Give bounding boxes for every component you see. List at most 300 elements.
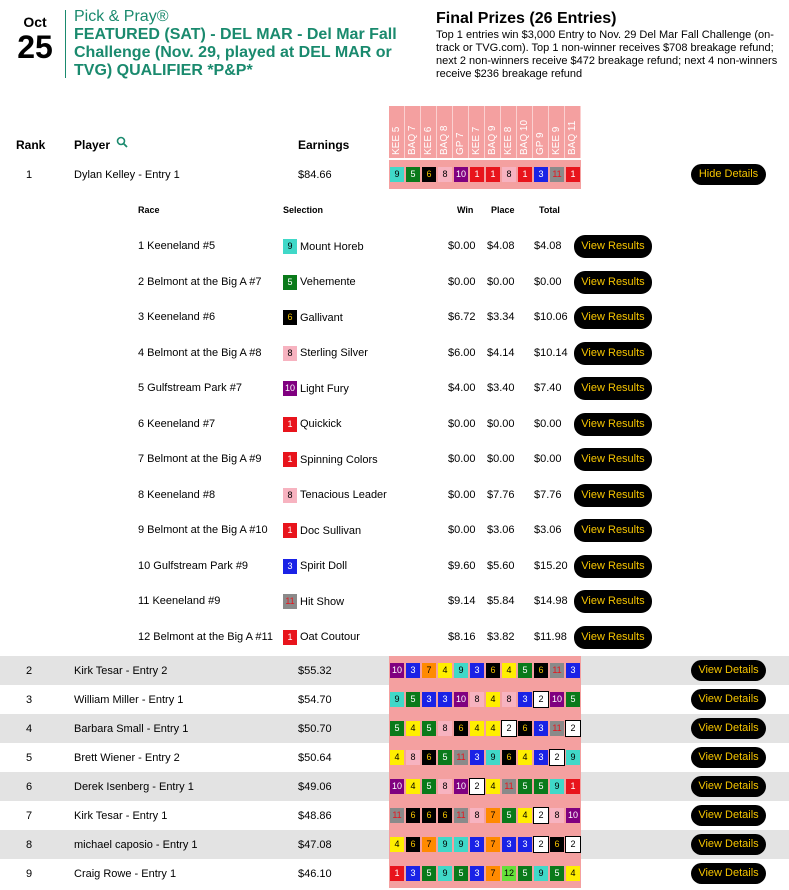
saddle-cloth-3: 3 [422, 692, 436, 707]
saddle-cloth-1: 1 [566, 167, 580, 182]
saddle-cloth-3: 3 [470, 663, 484, 678]
race-column-header [421, 106, 437, 158]
selection [283, 594, 344, 609]
saddle-cloth-8: 8 [502, 167, 516, 182]
table-row [0, 160, 789, 189]
saddle-cloth-4: 4 [486, 779, 500, 794]
picks-strip [389, 714, 581, 743]
table-row [0, 656, 789, 685]
total-amount: $11.98 [534, 630, 567, 643]
saddle-cloth-5: 5 [566, 692, 580, 707]
saddle-cloth-5: 5 [406, 167, 420, 182]
contest-brand: Pick & Pray® [74, 8, 169, 25]
saddle-cloth-8: 8 [550, 808, 564, 823]
earnings-cell: $50.64 [298, 752, 332, 764]
race-name: 2 Belmont at the Big A #7 [138, 275, 262, 288]
horse-name: Gallivant [300, 311, 343, 324]
details-row [0, 265, 789, 300]
saddle-cloth-9: 9 [438, 837, 452, 852]
saddle-cloth-9: 9 [566, 750, 580, 765]
saddle-cloth-11: 11 [283, 594, 297, 609]
saddle-cloth-5: 5 [454, 866, 468, 881]
race-name: 6 Keeneland #7 [138, 417, 216, 430]
saddle-cloth-8: 8 [438, 721, 452, 736]
rank-cell: 7 [26, 810, 33, 822]
saddle-cloth-3: 3 [534, 721, 548, 736]
saddle-cloth-8: 8 [283, 346, 297, 361]
place-amount: $5.60 [487, 559, 515, 572]
details-row [0, 513, 789, 548]
saddle-cloth-11: 11 [454, 750, 468, 765]
rank-cell: 3 [26, 694, 33, 706]
picks-strip [389, 656, 581, 685]
selection [283, 452, 378, 467]
picks-strip [389, 743, 581, 772]
race-name: 5 Gulfstream Park #7 [138, 382, 242, 394]
win-amount: $0.00 [448, 524, 476, 536]
saddle-cloth-5: 5 [518, 663, 532, 678]
place-amount: $0.00 [487, 417, 515, 430]
saddle-cloth-7: 7 [486, 837, 500, 852]
saddle-cloth-11: 11 [390, 808, 404, 823]
saddle-cloth-4: 4 [518, 750, 532, 765]
race-column-header [453, 106, 469, 158]
race-column-label: BAQ 9 [487, 125, 498, 155]
saddle-cloth-6: 6 [502, 750, 516, 765]
horse-name: Spinning Colors [300, 453, 378, 466]
saddle-cloth-7: 7 [422, 663, 436, 678]
player-cell: Dylan Kelley - Entry 1 [74, 169, 180, 181]
table-row [0, 801, 789, 830]
saddle-cloth-9: 9 [390, 692, 404, 707]
race-column-label: GP 9 [535, 132, 546, 155]
saddle-cloth-1: 1 [486, 167, 500, 182]
saddle-cloth-8: 8 [438, 779, 452, 794]
earnings-cell: $48.86 [298, 810, 332, 822]
horse-name: Vehemente [300, 276, 356, 288]
race-name: 1 Keeneland #5 [138, 240, 216, 252]
saddle-cloth-6: 6 [406, 837, 420, 852]
saddle-cloth-9: 9 [534, 866, 548, 881]
saddle-cloth-11: 11 [454, 808, 468, 823]
saddle-cloth-6: 6 [422, 808, 436, 823]
saddle-cloth-5: 5 [422, 721, 436, 736]
saddle-cloth-3: 3 [534, 167, 548, 182]
saddle-cloth-1: 1 [470, 167, 484, 182]
saddle-cloth-6: 6 [422, 167, 436, 182]
saddle-cloth-9: 9 [454, 663, 468, 678]
total-amount: $0.00 [534, 275, 562, 288]
view-details-button[interactable]: View Details [691, 776, 766, 797]
saddle-cloth-2: 2 [550, 750, 564, 765]
saddle-cloth-5: 5 [422, 866, 436, 881]
saddle-cloth-4: 4 [390, 837, 404, 852]
selection [283, 346, 368, 361]
race-name: 3 Keeneland #6 [138, 311, 216, 323]
saddle-cloth-1: 1 [283, 523, 297, 538]
saddle-cloth-3: 3 [470, 750, 484, 765]
selection [283, 559, 347, 574]
race-column-header [437, 106, 453, 158]
saddle-cloth-2: 2 [534, 808, 548, 823]
saddle-cloth-10: 10 [454, 167, 468, 182]
view-results-button[interactable]: View Results [574, 306, 652, 329]
win-amount: $9.14 [448, 595, 476, 607]
total-amount: $10.06 [534, 311, 568, 323]
saddle-cloth-5: 5 [518, 866, 532, 881]
saddle-cloth-8: 8 [470, 808, 484, 823]
saddle-cloth-3: 3 [470, 866, 484, 881]
rank-cell: 5 [26, 752, 33, 764]
selection [283, 417, 342, 432]
horse-name: Quickick [300, 418, 342, 430]
horse-name: Tenacious Leader [300, 489, 387, 501]
race-column-label: BAQ 7 [407, 125, 418, 155]
saddle-cloth-5: 5 [502, 808, 516, 823]
total-amount: $14.98 [534, 595, 568, 607]
saddle-cloth-1: 1 [283, 417, 297, 432]
earnings-cell: $54.70 [298, 694, 332, 706]
saddle-cloth-2: 2 [534, 837, 548, 852]
saddle-cloth-5: 5 [550, 866, 564, 881]
total-amount: $15.20 [534, 559, 568, 572]
saddle-cloth-11: 11 [550, 663, 564, 678]
place-amount: $7.76 [487, 488, 515, 501]
win-amount: $0.00 [448, 275, 476, 288]
saddle-cloth-4: 4 [518, 808, 532, 823]
race-column-header [469, 106, 485, 158]
saddle-cloth-5: 5 [438, 750, 452, 765]
saddle-cloth-3: 3 [502, 837, 516, 852]
place-amount: $4.14 [487, 346, 515, 359]
race-column-header [389, 106, 405, 158]
saddle-cloth-9: 9 [390, 167, 404, 182]
saddle-cloth-5: 5 [390, 721, 404, 736]
horse-name: Mount Horeb [300, 240, 364, 253]
saddle-cloth-6: 6 [550, 837, 564, 852]
details-row [0, 478, 789, 513]
player-cell: William Miller - Entry 1 [74, 694, 184, 706]
view-details-button[interactable]: View Details [691, 660, 766, 681]
earnings-cell: $84.66 [298, 169, 332, 181]
rank-cell: 9 [26, 868, 33, 880]
selection [283, 239, 364, 254]
saddle-cloth-2: 2 [566, 837, 580, 852]
earnings-cell: $46.10 [298, 868, 332, 880]
saddle-cloth-10: 10 [390, 779, 404, 794]
saddle-cloth-5: 5 [534, 779, 548, 794]
horse-name: Light Fury [300, 382, 349, 395]
race-column-label: KEE 8 [503, 126, 514, 155]
view-results-button[interactable]: View Results [574, 555, 652, 578]
saddle-cloth-7: 7 [486, 808, 500, 823]
race-name: 12 Belmont at the Big A #11 [138, 630, 273, 643]
race-name: 10 Gulfstream Park #9 [138, 559, 249, 572]
saddle-cloth-8: 8 [470, 692, 484, 707]
date-month: Oct [23, 14, 47, 30]
place-amount: $3.40 [487, 382, 515, 394]
race-name: 7 Belmont at the Big A #9 [138, 453, 262, 465]
selection [283, 488, 387, 503]
view-results-button[interactable]: View Results [574, 626, 652, 649]
place-amount: $0.00 [487, 275, 515, 288]
view-details-button[interactable]: View Details [691, 834, 766, 855]
saddle-cloth-2: 2 [566, 721, 580, 736]
race-column-label: BAQ 10 [519, 119, 530, 155]
table-row [0, 714, 789, 743]
details-row [0, 584, 789, 619]
table-row [0, 772, 789, 801]
view-results-button[interactable]: View Results [574, 519, 652, 542]
race-name: 4 Belmont at the Big A #8 [138, 346, 262, 359]
saddle-cloth-3: 3 [566, 663, 580, 678]
saddle-cloth-5: 5 [518, 779, 532, 794]
saddle-cloth-6: 6 [406, 808, 420, 823]
horse-name: Sterling Silver [300, 347, 368, 359]
place-amount: $4.08 [487, 240, 515, 252]
saddle-cloth-9: 9 [438, 866, 452, 881]
win-amount: $0.00 [448, 417, 476, 430]
prizes-panel [436, 10, 786, 81]
details-total-header: Total [539, 205, 560, 215]
total-amount: $3.06 [534, 524, 562, 536]
race-column-header [565, 106, 581, 158]
date-badge [10, 14, 60, 64]
player-cell: Kirk Tesar - Entry 2 [74, 665, 168, 677]
details-row [0, 371, 789, 406]
saddle-cloth-7: 7 [422, 837, 436, 852]
player-header: Player [74, 138, 111, 152]
details-row [0, 229, 789, 264]
saddle-cloth-4: 4 [406, 779, 420, 794]
saddle-cloth-6: 6 [422, 750, 436, 765]
place-amount: $5.84 [487, 595, 515, 607]
earnings-cell: $50.70 [298, 723, 332, 735]
search-icon[interactable] [116, 136, 128, 148]
view-results-button[interactable]: View Results [574, 413, 652, 436]
prizes-description: Top 1 entries win $3,000 Entry to Nov. 29 Del Mar Fall Challenge (on-track or TVG.com). Top 1 non-winner receives $708 breakage refund; next 2 non-winners receive $472 breakage refund; next 4 non-winners receive $236 breakage refund [436, 29, 778, 80]
prizes-title: Final Prizes (26 Entries) [436, 10, 617, 27]
saddle-cloth-8: 8 [502, 692, 516, 707]
race-column-header [533, 106, 549, 158]
earnings-cell: $49.06 [298, 781, 332, 793]
saddle-cloth-11: 11 [550, 167, 564, 182]
earnings-header: Earnings [298, 138, 350, 152]
saddle-cloth-6: 6 [534, 663, 548, 678]
saddle-cloth-3: 3 [406, 663, 420, 678]
earnings-cell: $47.08 [298, 839, 332, 851]
race-column-label: KEE 5 [391, 126, 402, 155]
date-day: 25 [17, 29, 53, 65]
saddle-cloth-9: 9 [454, 837, 468, 852]
race-name: 9 Belmont at the Big A #10 [138, 524, 268, 536]
win-amount: $6.00 [448, 346, 476, 359]
details-selection-header: Selection [283, 205, 324, 215]
race-column-headers [389, 106, 581, 158]
saddle-cloth-2: 2 [502, 721, 516, 736]
total-amount: $10.14 [534, 346, 568, 359]
player-cell: Derek Isenberg - Entry 1 [74, 781, 194, 793]
details-row [0, 620, 789, 655]
player-cell: Craig Rowe - Entry 1 [74, 868, 177, 880]
view-results-button[interactable]: View Results [574, 484, 652, 507]
view-results-button[interactable]: View Results [574, 235, 652, 258]
selection [283, 523, 361, 538]
saddle-cloth-4: 4 [390, 750, 404, 765]
saddle-cloth-6: 6 [518, 721, 532, 736]
selection [283, 310, 343, 325]
saddle-cloth-11: 11 [550, 721, 564, 736]
saddle-cloth-4: 4 [470, 721, 484, 736]
details-race-header: Race [138, 205, 160, 215]
details-row [0, 407, 789, 442]
total-amount: $7.76 [534, 488, 562, 501]
saddle-cloth-4: 4 [486, 692, 500, 707]
saddle-cloth-1: 1 [390, 866, 404, 881]
saddle-cloth-6: 6 [486, 663, 500, 678]
race-column-label: BAQ 11 [567, 120, 578, 155]
picks-strip [389, 859, 581, 888]
total-amount: $7.40 [534, 382, 562, 394]
saddle-cloth-9: 9 [486, 750, 500, 765]
saddle-cloth-4: 4 [438, 663, 452, 678]
saddle-cloth-12: 12 [502, 866, 516, 881]
total-amount: $0.00 [534, 417, 562, 430]
saddle-cloth-3: 3 [406, 866, 420, 881]
saddle-cloth-10: 10 [283, 381, 297, 396]
divider [65, 10, 66, 78]
race-column-label: KEE 9 [551, 126, 562, 155]
saddle-cloth-1: 1 [283, 630, 297, 645]
selection [283, 381, 349, 396]
place-amount: $3.34 [487, 311, 515, 323]
win-amount: $0.00 [448, 453, 476, 465]
details-win-header: Win [457, 205, 474, 215]
rank-cell: 6 [26, 781, 33, 793]
race-name: 11 Keeneland #9 [138, 595, 221, 607]
horse-name: Doc Sullivan [300, 524, 362, 537]
race-column-label: KEE 7 [471, 126, 482, 155]
saddle-cloth-3: 3 [438, 692, 452, 707]
view-details-button[interactable]: View Details [691, 747, 766, 768]
picks-strip [389, 160, 581, 189]
saddle-cloth-1: 1 [518, 167, 532, 182]
rank-header: Rank [16, 138, 46, 152]
rank-cell: 8 [26, 839, 33, 851]
rank-cell: 1 [26, 169, 33, 181]
place-amount: $3.82 [487, 630, 515, 643]
saddle-cloth-3: 3 [283, 559, 297, 574]
saddle-cloth-3: 3 [518, 837, 532, 852]
saddle-cloth-6: 6 [283, 310, 297, 325]
view-details-button[interactable]: View Details [691, 689, 766, 710]
selection [283, 630, 360, 645]
total-amount: $4.08 [534, 240, 562, 252]
view-results-button[interactable]: View Results [574, 271, 652, 294]
saddle-cloth-1: 1 [566, 779, 580, 794]
saddle-cloth-10: 10 [454, 692, 468, 707]
race-column-label: BAQ 8 [439, 125, 450, 155]
horse-name: Hit Show [300, 595, 345, 608]
race-column-header [485, 106, 501, 158]
picks-strip [389, 801, 581, 830]
picks-strip [389, 685, 581, 714]
win-amount: $0.00 [448, 488, 476, 501]
hide-details-button[interactable]: Hide Details [691, 164, 766, 185]
table-row [0, 743, 789, 772]
table-row [0, 685, 789, 714]
saddle-cloth-8: 8 [283, 488, 297, 503]
table-row [0, 830, 789, 859]
view-details-button[interactable]: View Details [691, 805, 766, 826]
saddle-cloth-5: 5 [422, 779, 436, 794]
details-place-header: Place [491, 205, 515, 215]
saddle-cloth-9: 9 [283, 239, 297, 254]
win-amount: $9.60 [448, 559, 476, 572]
earnings-cell: $55.32 [298, 665, 332, 677]
saddle-cloth-8: 8 [438, 167, 452, 182]
player-cell: Barbara Small - Entry 1 [74, 723, 189, 735]
saddle-cloth-1: 1 [283, 452, 297, 467]
place-amount: $0.00 [487, 453, 515, 465]
saddle-cloth-10: 10 [454, 779, 468, 794]
picks-strip [389, 830, 581, 859]
selection [283, 275, 356, 290]
race-column-label: GP 7 [455, 132, 466, 155]
table-row [0, 859, 789, 888]
saddle-cloth-10: 10 [390, 663, 404, 678]
details-row [0, 300, 789, 335]
race-column-header [549, 106, 565, 158]
saddle-cloth-4: 4 [486, 721, 500, 736]
win-amount: $8.16 [448, 630, 476, 643]
view-results-button[interactable]: View Results [574, 377, 652, 400]
saddle-cloth-2: 2 [470, 779, 484, 794]
player-cell: Brett Wiener - Entry 2 [74, 752, 180, 764]
horse-name: Spirit Doll [300, 560, 348, 572]
race-column-label: KEE 6 [423, 126, 434, 155]
win-amount: $6.72 [448, 311, 476, 323]
view-details-button[interactable]: View Details [691, 718, 766, 739]
saddle-cloth-5: 5 [406, 692, 420, 707]
saddle-cloth-6: 6 [454, 721, 468, 736]
saddle-cloth-4: 4 [502, 663, 516, 678]
player-cell: michael caposio - Entry 1 [74, 839, 198, 851]
saddle-cloth-4: 4 [566, 866, 580, 881]
saddle-cloth-10: 10 [566, 808, 580, 823]
total-amount: $0.00 [534, 453, 562, 465]
race-column-header [501, 106, 517, 158]
view-details-button[interactable]: View Details [691, 863, 766, 884]
view-results-button[interactable]: View Results [574, 448, 652, 471]
race-name: 8 Keeneland #8 [138, 488, 216, 501]
rank-cell: 4 [26, 723, 33, 735]
win-amount: $4.00 [448, 382, 476, 394]
saddle-cloth-9: 9 [550, 779, 564, 794]
saddle-cloth-3: 3 [470, 837, 484, 852]
saddle-cloth-4: 4 [406, 721, 420, 736]
details-row [0, 442, 789, 477]
view-results-button[interactable]: View Results [574, 342, 652, 365]
contest-name: FEATURED (SAT) - DEL MAR - Del Mar Fall Challenge (Nov. 29, played at DEL MAR or TVG) QUALIFIER *P&P* [74, 26, 397, 79]
view-results-button[interactable]: View Results [574, 590, 652, 613]
saddle-cloth-11: 11 [502, 779, 516, 794]
race-column-header [517, 106, 533, 158]
details-row [0, 549, 789, 584]
saddle-cloth-3: 3 [518, 692, 532, 707]
horse-name: Oat Coutour [300, 631, 360, 643]
saddle-cloth-3: 3 [534, 750, 548, 765]
